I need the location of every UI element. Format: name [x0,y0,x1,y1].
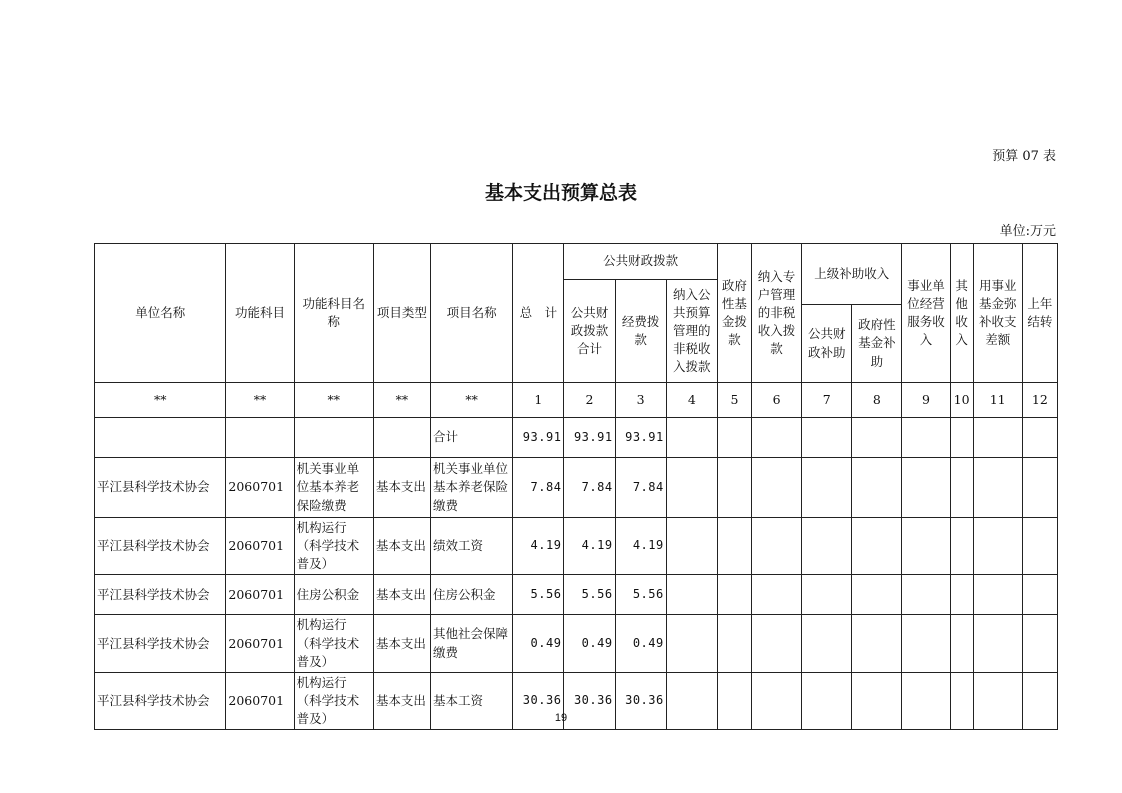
empty-cell [666,575,717,615]
row-total: 0.49 [513,615,564,672]
header-public-finance: 公共财政拨款 [564,244,717,280]
total-label: 合计 [431,418,513,458]
empty-cell [802,518,852,575]
header-superior-subsidy: 上级补助收入 [802,244,902,305]
header-business-income: 事业单位经营服务收入 [902,244,950,383]
empty-cell [973,518,1022,575]
row-operating: 7.84 [615,458,666,518]
row-func-code: 2060701 [226,458,294,518]
row-subtotal: 4.19 [564,518,615,575]
table-body [95,383,1058,730]
row-item-name: 其他社会保障缴费 [431,615,513,672]
empty-cell [852,615,902,672]
empty-cell [1022,458,1057,518]
empty-cell [802,575,852,615]
row-operating: 30.36 [615,672,666,729]
row-func-code: 2060701 [226,615,294,672]
row-item-name: 绩效工资 [431,518,513,575]
index-row [95,383,1058,418]
empty-cell [666,615,717,672]
row-item-name: 住房公积金 [431,575,513,615]
index-cell: 12 [1022,383,1057,418]
header-special-nontax: 纳入专户管理的非税收入拨款 [751,244,801,383]
unit-label: 单位:万元 [999,224,1056,239]
header-public-budget-nontax: 纳入公共预算管理的非税收入拨款 [666,280,717,383]
total-row-total: 93.91 [513,418,564,458]
index-cell: 9 [902,383,950,418]
table-row [95,615,1058,672]
empty-cell [717,615,751,672]
row-subtotal: 30.36 [564,672,615,729]
row-func-name: 机构运行（科学技术普及） [294,518,373,575]
row-subtotal: 0.49 [564,615,615,672]
table-row [95,575,1058,615]
empty-cell [802,615,852,672]
table-header [95,244,1058,383]
index-cell: ** [226,383,294,418]
row-item-type: 基本支出 [373,458,430,518]
index-cell: 7 [802,383,852,418]
empty-cell [751,575,801,615]
header-last-year-carry: 上年结转 [1022,244,1057,383]
row-total: 5.56 [513,575,564,615]
total-row-subtotal: 93.91 [564,418,615,458]
row-func-name: 住房公积金 [294,575,373,615]
empty-cell [1022,575,1057,615]
header-gov-fund-subsidy: 政府性基金补助 [852,305,902,383]
row-subtotal: 5.56 [564,575,615,615]
index-cell: 11 [973,383,1022,418]
empty-cell [973,575,1022,615]
index-cell: ** [431,383,513,418]
header-item-type: 项目类型 [373,244,430,383]
row-item-type: 基本支出 [373,615,430,672]
index-cell: ** [95,383,226,418]
table-row [95,458,1058,518]
row-func-code: 2060701 [226,575,294,615]
row-item-type: 基本支出 [373,518,430,575]
header-public-finance-subtotal: 公共财政拨款合计 [564,280,615,383]
empty-cell [717,458,751,518]
page-number: 19 [554,712,568,724]
empty-cell [902,458,950,518]
total-row [95,418,1058,458]
index-cell: ** [373,383,430,418]
budget-table [94,243,1058,730]
row-total: 30.36 [513,672,564,729]
header-gov-fund: 政府性基金拨款 [717,244,751,383]
row-func-code: 2060701 [226,518,294,575]
header-item-name: 项目名称 [431,244,513,383]
row-item-type: 基本支出 [373,672,430,729]
row-operating: 5.56 [615,575,666,615]
header-fund-make-up: 用事业基金弥补收支差额 [973,244,1022,383]
table-tag: 预算 07 表 [992,149,1056,164]
index-cell: 1 [513,383,564,418]
empty-cell [802,458,852,518]
row-func-name: 机关事业单位基本养老保险缴费 [294,458,373,518]
table-row [95,518,1058,575]
empty-cell [717,518,751,575]
header-operating-funds: 经费拨款 [615,280,666,383]
row-unit-name: 平江县科学技术协会 [95,458,226,518]
empty-cell [1022,518,1057,575]
header-other-income: 其他收入 [950,244,973,383]
total-row-operating: 93.91 [615,418,666,458]
empty-cell [950,518,973,575]
index-cell: 3 [615,383,666,418]
empty-cell [950,575,973,615]
row-unit-name: 平江县科学技术协会 [95,615,226,672]
row-subtotal: 7.84 [564,458,615,518]
empty-cell [902,575,950,615]
header-func-name: 功能科目名称 [294,244,373,383]
empty-cell [852,575,902,615]
empty-cell [1022,615,1057,672]
row-func-name: 机构运行（科学技术普及） [294,672,373,729]
header-func-code: 功能科目 [226,244,294,383]
header-public-finance-subsidy: 公共财政补助 [802,305,852,383]
empty-cell [852,458,902,518]
row-func-name: 机构运行（科学技术普及） [294,615,373,672]
header-unit-name: 单位名称 [95,244,226,383]
index-cell: ** [294,383,373,418]
empty-cell [950,615,973,672]
empty-cell [902,518,950,575]
index-cell: 10 [950,383,973,418]
index-cell: 8 [852,383,902,418]
empty-cell [751,518,801,575]
empty-cell [973,458,1022,518]
page-title: 基本支出预算总表 [484,182,637,204]
empty-cell [902,615,950,672]
empty-cell [717,575,751,615]
empty-cell [973,615,1022,672]
row-unit-name: 平江县科学技术协会 [95,575,226,615]
row-unit-name: 平江县科学技术协会 [95,518,226,575]
row-func-code: 2060701 [226,672,294,729]
index-cell: 6 [751,383,801,418]
empty-cell [751,458,801,518]
empty-cell [950,458,973,518]
row-item-type: 基本支出 [373,575,430,615]
index-cell: 2 [564,383,615,418]
row-total: 4.19 [513,518,564,575]
header-total: 总 计 [513,244,564,383]
empty-cell [751,615,801,672]
empty-cell [666,458,717,518]
empty-cell [666,518,717,575]
empty-cell [852,518,902,575]
row-item-name: 机关事业单位基本养老保险缴费 [431,458,513,518]
row-total: 7.84 [513,458,564,518]
index-cell: 5 [717,383,751,418]
row-operating: 0.49 [615,615,666,672]
row-item-name: 基本工资 [431,672,513,729]
index-cell: 4 [666,383,717,418]
row-unit-name: 平江县科学技术协会 [95,672,226,729]
row-operating: 4.19 [615,518,666,575]
